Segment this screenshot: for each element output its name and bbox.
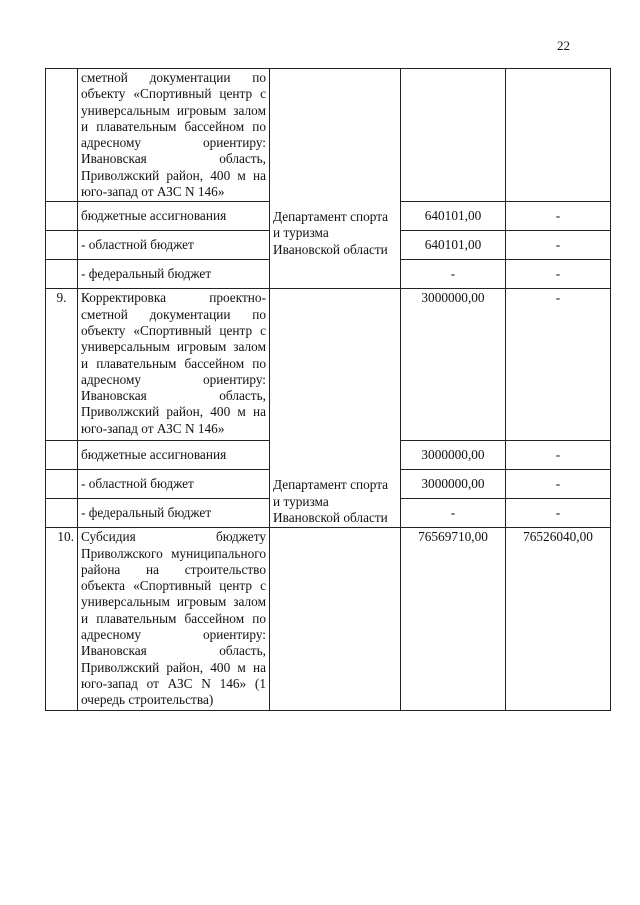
row-label: - федеральный бюджет bbox=[78, 499, 270, 528]
department-cell: Департамент спорта и туризма Ивановской области bbox=[270, 289, 401, 528]
value-cell: - bbox=[401, 499, 506, 528]
row-label: бюджетные ассигнования bbox=[78, 441, 270, 470]
row-label: - федеральный бюджет bbox=[78, 260, 270, 289]
value-cell: 640101,00 bbox=[401, 231, 506, 260]
value-cell: 76526040,00 bbox=[506, 528, 611, 710]
value-cell: - bbox=[401, 260, 506, 289]
value-cell: 76569710,00 bbox=[401, 528, 506, 710]
value-cell: - bbox=[506, 470, 611, 499]
table-row bbox=[46, 69, 611, 202]
value-cell: 640101,00 bbox=[401, 202, 506, 231]
value-cell: - bbox=[506, 202, 611, 231]
value-cell: 3000000,00 bbox=[401, 289, 506, 441]
item-number: 10. bbox=[46, 528, 78, 710]
department-cell bbox=[270, 528, 401, 710]
item-number: 9. bbox=[46, 289, 78, 441]
row-label: бюджетные ассигнования bbox=[78, 202, 270, 231]
value-cell: - bbox=[506, 231, 611, 260]
department-cell: Департамент спорта и туризма Ивановской области bbox=[270, 69, 401, 289]
row-label: - областной бюджет bbox=[78, 231, 270, 260]
page-number: 22 bbox=[557, 38, 570, 53]
value-cell: - bbox=[506, 441, 611, 470]
item-description: Корректировка проектно-сметной документации по объекту «Спортивный центр с универсальным игровым залом и плавательным бассейном по адресному ориентиру: Ивановская область, Приволжский район, 400 м на юго-запад от АЗС N 146» bbox=[78, 289, 270, 441]
value-cell bbox=[506, 69, 611, 202]
value-cell: 3000000,00 bbox=[401, 441, 506, 470]
table-row bbox=[46, 289, 611, 441]
value-cell: - bbox=[506, 499, 611, 528]
table-row bbox=[46, 528, 611, 710]
item-description: Субсидия бюджету Приволжского муниципального района на строительство объекта «Спортивный центр с универсальным игровым залом и плавательным бассейном по адресному ориентиру: Ивановская область, Приволжский район, 400 м на юго-запад от АЗС N 146» (1 очередь строительства) bbox=[78, 528, 270, 710]
value-cell: 3000000,00 bbox=[401, 470, 506, 499]
budget-table bbox=[45, 68, 611, 711]
row-label: - областной бюджет bbox=[78, 470, 270, 499]
item-description: сметной документации по объекту «Спортивный центр с универсальным игровым залом и плавательным бассейном по адресному ориентиру: Ивановская область, Приволжский район, 400 м на юго-запад от АЗС N 146» bbox=[78, 69, 270, 202]
item-number bbox=[46, 69, 78, 202]
value-cell bbox=[401, 69, 506, 202]
value-cell: - bbox=[506, 260, 611, 289]
value-cell: - bbox=[506, 289, 611, 441]
